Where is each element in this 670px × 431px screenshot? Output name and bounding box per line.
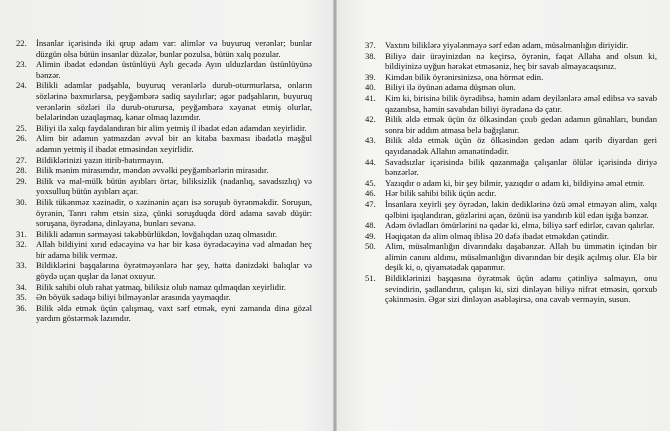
item-text: Ən böyük sədəqə biliyi bilməyənlər arasında yaymaqdır. (36, 292, 231, 303)
item-number: 34. (16, 281, 27, 292)
list-item (365, 241, 657, 273)
item-text: İnsanlara xeyirli şey öyrədən, lakin dediklərinə özü əməl etməyən alim, xalqı qəlbini işıqlandıran, gözlərini açan, özünü isə yandırıb kül edən işığa bənzər. (385, 198, 657, 220)
right-column (365, 40, 657, 305)
item-text: Bildiklərini başqalarına öyrətməyənlərə hər şey, hətta dənizdəki balıqlar və göydə uçan quşlar da lənət oxuyur. (36, 260, 312, 282)
list-item (365, 114, 657, 135)
item-number: 47. (365, 198, 376, 209)
item-text: Bilik tükənməz xəzinədir, o xəzinənin açarı isə soruşub öyrənməkdir. Soruşun, öyrənin, Tanrı rəhm etsin sizə, çünki soruşduqda dörd adama savab düşür: soruşana, öyrədənə, dinləyənə, bunları sevənə. (36, 196, 312, 229)
item-text: Alimin ibadət edəndən üstünlüyü Aylı gecədə Ayın ulduzlardan üstünlüyünə bənzər. (36, 59, 312, 80)
item-text: İnsanlar içərisində iki qrup adam var: alimlər və buyuruq verənlər; bunlar düzgün olsa bütün insanlar düzələr, bunlar pozulsa, bütün xalq pozular. (36, 38, 312, 59)
item-text: Yazıqdır o adam ki, bir şey bilmir, yazıqdır o adam ki, bildiyinə əməl etmir. (385, 177, 645, 188)
item-number: 29. (16, 175, 27, 186)
item-text: Bilikli adamlar padşahla, buyuruq verənlərlə durub-oturmurlarsa, onların sözlərinə baxmırlarsa, peyğəmbərə sadiq sayılırlar; əgər padşahların, buyuruq verənlərin sözləri ilə durub-oturursa, peyğəmbərə xəyanət etmiş olurlar, belələrindən uzaqlaşmaq, kənar olmaq lazımdır. (36, 80, 312, 123)
item-text: Bilik mənim mirasımdır, məndən əvvəlki peyğəmbərlərin mirasıdır. (36, 165, 269, 176)
item-text: Alim bir adamın yatmazdan əvvəl bir an kitaba baxması ibadətlə məşğul adamın yetmiş il ibadət etməsindən xeyirlidir. (36, 133, 312, 154)
list-item (365, 178, 657, 189)
list-item (16, 155, 312, 166)
list-item (365, 188, 657, 199)
item-number: 30. (16, 196, 27, 207)
item-number: 35. (16, 292, 27, 303)
item-number: 27. (16, 154, 27, 165)
item-text: Kim ki, birisinə bilik öyrədibsə, həmin adam deyilənlərə əməl edibsə və savab qazanıbsa, həmin savabdan biliyi öyrədənə də çatır. (385, 92, 657, 114)
item-number: 37. (365, 40, 376, 50)
item-text: Hər bilik sahibi bilik üçün acdır. (385, 188, 497, 199)
item-number: 50. (365, 241, 376, 252)
list-item (365, 93, 657, 114)
list-item (365, 40, 657, 51)
item-number: 23. (16, 59, 27, 70)
left-column (16, 38, 312, 324)
item-text: Kimdən bilik öyrənirsinizsə, ona hörmət edin. (385, 71, 544, 82)
item-number: 43. (365, 135, 376, 146)
item-number: 51. (365, 273, 376, 284)
list-item (16, 292, 312, 303)
item-text: Bilik və mal-mülk bütün ayıbları örtər, biliksizlik (nadanlıq, savadsızlıq) və yoxsulluq bütün ayıbları açar. (36, 175, 312, 197)
item-number: 46. (365, 188, 376, 199)
item-text: Adəm övladları ömürlərini nə qədər ki, elmə, biliyə sərf edirlər, cavan qalırlar. (385, 220, 655, 231)
item-number: 22. (16, 38, 27, 48)
item-number: 40. (365, 82, 376, 93)
item-number: 39. (365, 71, 376, 82)
item-text: Vaxtını biliklərə yiyələnməyə sərf edən adam, müsəlmanlığın diriyidir. (385, 40, 629, 50)
list-item (16, 229, 312, 240)
item-text: Allah bildiyini xırıd edəcəyinə və hər bir kəsə öyrədəcəyinə vəd almadan heç bir adama bilik verməz. (36, 239, 312, 260)
item-text: Bilik əldə etmək üçün öz ölkəsindən çıxıb gedən adamın günahları, bundan sonra bir addım atmasa belə bağışlanır. (385, 114, 657, 135)
list-item (16, 197, 312, 229)
list-item (16, 59, 312, 80)
list-item (16, 165, 312, 176)
list-item (16, 38, 312, 59)
item-text: Həqiqətən də alim olmaq iblisə 20 dəfə ibadət etməkdən çətindir. (385, 230, 609, 241)
item-text: Bilik əldə etmək üçün çalışmaq, vaxt sərf etmək, eyni zamanda dinə gözəl yardım göstərmək lazımdır. (36, 302, 312, 324)
list-item (16, 123, 312, 134)
list-item (365, 157, 657, 178)
item-number: 41. (365, 92, 376, 103)
item-number: 33. (16, 260, 27, 271)
item-text: Bildiklərinizi başqasına öyrətmək üçün adamı çətinliyə salmayın, onu sevindirin, şadlandırın, çalışın ki, sizi dinləyən biliyə nifrət etməsin, qorxub çəkinməsin. Əgər sizi dinləyən əsəbləşirsə, ona cavab verməyin, susun. (385, 273, 657, 305)
list-item (16, 239, 312, 260)
list-item (365, 231, 657, 242)
item-number: 42. (365, 114, 376, 125)
list-item (365, 220, 657, 231)
item-number: 48. (365, 220, 376, 231)
item-number: 25. (16, 122, 27, 133)
item-text: Bilikli adamın sərmayəsi təkəbbürlükdən, lovğalıqdan uzaq olmasıdır. (36, 228, 278, 239)
item-number: 45. (365, 177, 376, 188)
item-number: 49. (365, 230, 376, 241)
item-text: Bilik sahibi olub rahat yatmaq, biliksiz olub namaz qılmaqdan xeyirlidir. (36, 281, 286, 292)
list-item (365, 135, 657, 156)
list-item (16, 80, 312, 122)
list-item (16, 260, 312, 281)
right-page (335, 0, 670, 431)
item-number: 38. (365, 50, 376, 61)
list-item (365, 273, 657, 305)
list-item (16, 176, 312, 197)
list-item (365, 72, 657, 83)
list-item (365, 51, 657, 72)
list-item (16, 303, 312, 324)
item-text: Alim, müsəlmanlığın divarındakı daşabənzər. Allah bu ümmətin içindən bir alimin canını aldımı, müsəlmanlığın divarından bir deşik açılmış olur. Elə bir deşik ki, o, qiyamətədək qapanmır. (385, 241, 657, 273)
item-number: 32. (16, 239, 27, 250)
item-text: Biliyi ilə xalqı faydalandıran bir alim yetmiş il ibadət edən adamdan xeyirlidir. (36, 122, 307, 133)
item-text: Bildiklərinizi yazın itirib-batırmayın. (36, 154, 164, 165)
list-item (365, 82, 657, 93)
item-text: Bilik əldə etmək üçün öz ölkəsindən gedən adam qərib diyardan geri qayıdanadək Allahın əmanətindədir. (385, 135, 657, 156)
item-text: Biliyi ilə öyünən adama düşmən olun. (385, 82, 516, 93)
list-item (16, 133, 312, 154)
item-text: Savadsızlar içərisində bilik qazanmağa çalışanlar ölülər içərisində diriyə bənzərlər. (385, 156, 657, 178)
item-number: 26. (16, 133, 27, 144)
item-number: 24. (16, 80, 27, 91)
item-text: Biliyə dair ürəyinizdən nə keçirsə, öyrənin, fəqət Allaha and olsun ki, bildiyinizə uyğun hərəkət etməsəniz, heç bir savab almayacaqsınız. (385, 50, 657, 72)
item-number: 44. (365, 156, 376, 167)
list-item (365, 199, 657, 220)
item-number: 31. (16, 228, 27, 239)
item-number: 28. (16, 165, 27, 176)
item-number: 36. (16, 302, 27, 313)
list-item (16, 282, 312, 293)
